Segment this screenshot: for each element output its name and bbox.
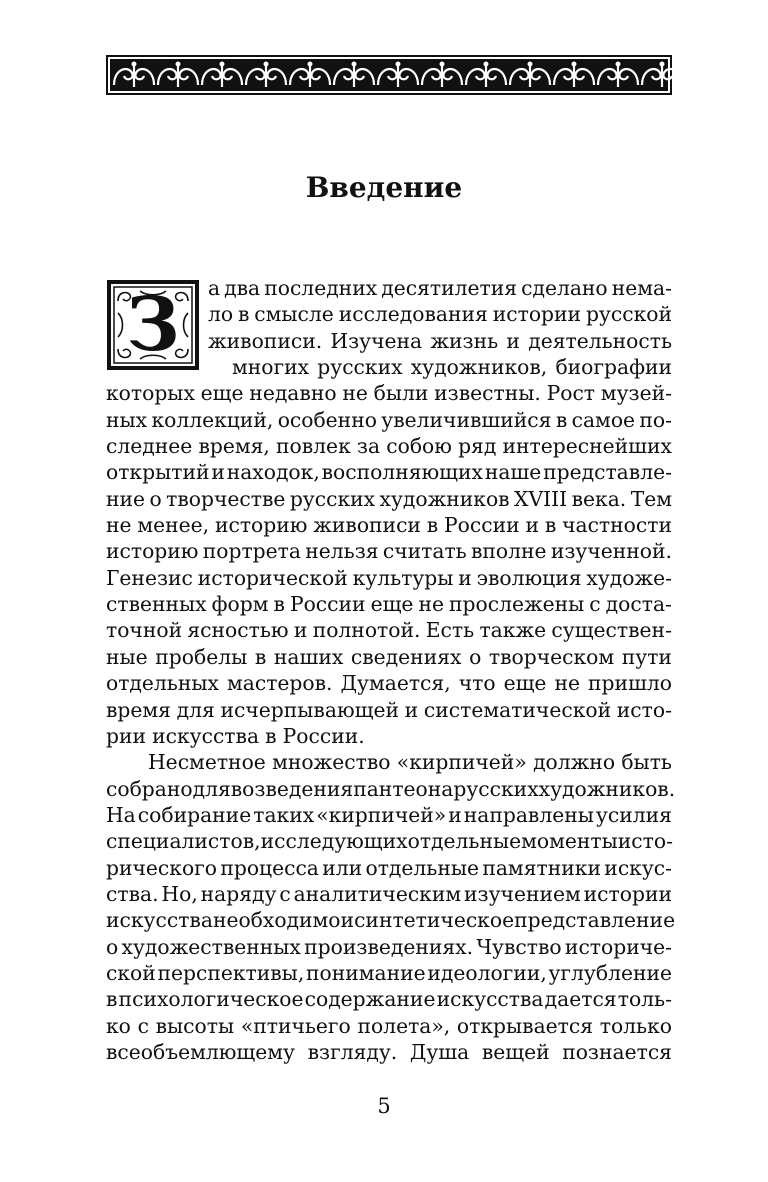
text-line: историю портрета нельзя считать вполне изученной. bbox=[106, 539, 672, 564]
ornament-dot bbox=[572, 62, 577, 67]
ornament-dot bbox=[308, 62, 313, 67]
text-line: отдельных мастеров. Думается, что еще не пришло bbox=[106, 671, 672, 696]
text-line: собрано для возведения пантеона русских художников. bbox=[106, 776, 676, 801]
text-line: Несметное множество «кирпичей» должно быть bbox=[148, 750, 672, 775]
ornament-dot bbox=[396, 62, 401, 67]
ornament-dot bbox=[176, 62, 181, 67]
text-line: ственных форм в России еще не прослежены с доста- bbox=[106, 592, 672, 617]
ornament-dot bbox=[528, 62, 533, 67]
text-line: ные пробелы в наших сведениях о творческом пути bbox=[106, 644, 672, 669]
ornament-dot bbox=[352, 62, 357, 67]
text-line: в психологическое содержание искусства дается толь- bbox=[106, 987, 672, 1012]
text-line: время для исчерпывающей и систематической исто- bbox=[106, 697, 672, 722]
page-number: 5 bbox=[377, 1094, 391, 1118]
drop-cap-letter: З bbox=[126, 282, 180, 368]
text-line: о художественных произведениях. Чувство историче- bbox=[106, 934, 672, 959]
text-line: которых еще недавно не были известны. Рост музей- bbox=[106, 381, 672, 406]
text-line: ства. Но, наряду с аналитическим изучением истории bbox=[106, 881, 672, 906]
text-line: рии искусства в России. bbox=[106, 723, 365, 748]
text-line: рического процесса или отдельные памятники искус- bbox=[106, 855, 672, 880]
text-line: ных коллекций, особенно увеличившийся в самое по- bbox=[106, 407, 672, 432]
text-line: Генезис исторической культуры и эволюция художе- bbox=[106, 565, 672, 590]
text-line: ской перспективы, понимание идеологии, углубление bbox=[106, 960, 672, 985]
text-line: а два последних десятилетия сделано нема- bbox=[208, 276, 672, 300]
drop-cap bbox=[106, 279, 200, 371]
text-line: ние о творчестве русских художников XVIII века. Тем bbox=[106, 486, 672, 511]
text-line: точной ясностью и полнотой. Есть также существен- bbox=[106, 618, 672, 643]
ornament-dot bbox=[264, 62, 269, 67]
text-line: специалистов, исследующих отдельные моменты исто- bbox=[106, 829, 673, 854]
text-line: ло в смысле исследования истории русской bbox=[208, 302, 672, 327]
text-line: всеобъемлющему взгляду. Душа вещей познается bbox=[106, 1039, 672, 1064]
ornament-dot bbox=[484, 62, 489, 67]
text-line: открытий и находок, восполняющих наше представле- bbox=[106, 460, 672, 485]
chapter-body bbox=[106, 275, 676, 1065]
ornament-dot bbox=[220, 62, 225, 67]
text-line: следнее время, повлек за собою ряд интереснейших bbox=[106, 434, 672, 459]
chapter-title: Введение bbox=[305, 171, 463, 204]
ornament-dot bbox=[616, 62, 621, 67]
text-line: многих русских художников, биографии bbox=[232, 355, 672, 380]
text-line: На собирание таких «кирпичей» и направлены усилия bbox=[106, 802, 672, 827]
header-ornament bbox=[106, 55, 672, 95]
ornament-dot bbox=[660, 62, 665, 67]
text-line: живописи. Изучена жизнь и деятельность bbox=[208, 328, 672, 353]
ornament-dot bbox=[132, 62, 137, 67]
text-line: искусства необходимо и синтетическое представление bbox=[106, 908, 676, 933]
ornament-dot bbox=[440, 62, 445, 67]
text-line: не менее, историю живописи в России и в частности bbox=[106, 513, 672, 538]
text-line: ко с высоты «птичьего полета», открывается только bbox=[106, 1013, 672, 1038]
